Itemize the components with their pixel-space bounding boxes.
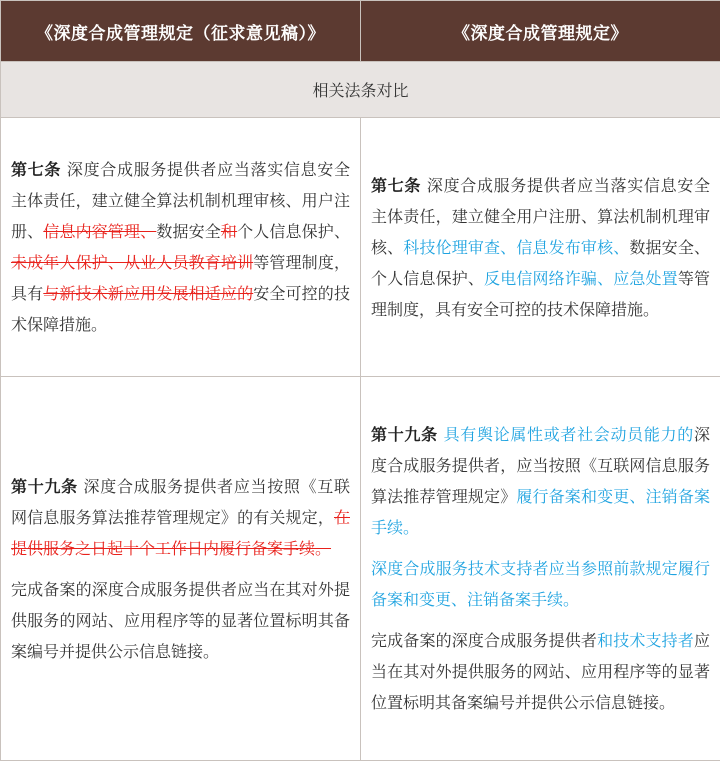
segments-container — [371, 631, 710, 712]
draft-article-19-para-1 — [11, 471, 350, 564]
deleted-text: 在提供服务之日起十个工作日内履行备案手续。 — [11, 508, 350, 558]
final-article-19-para-3 — [371, 625, 710, 718]
subheader-row — [1, 62, 720, 118]
draft-regulation-title: 《深度合成管理规定（征求意见稿）》 — [1, 1, 361, 62]
deleted-text: 未成年人保护、从业人员教育培训 — [11, 253, 253, 272]
draft-article-7-cell — [1, 118, 361, 377]
final-article-7-cell — [361, 118, 720, 377]
article-number: 第十九条 — [11, 477, 78, 496]
deleted-text: 和 — [221, 222, 237, 241]
section-subtitle: 相关法条对比 — [1, 62, 720, 118]
article-number: 第七条 — [371, 176, 421, 195]
article-number: 第十九条 — [371, 425, 438, 444]
clause-text: 数据安全、个人信息保护、 — [371, 238, 710, 288]
final-article-19-para-2 — [371, 553, 710, 615]
article-19-row — [1, 377, 720, 761]
added-text: 反电信网络诈骗、应急处置 — [484, 269, 678, 288]
article-7-row — [1, 118, 720, 377]
segments-container — [371, 176, 710, 319]
final-article-7-text — [371, 170, 710, 325]
added-text: 科技伦理审查、信息发布审核、 — [403, 238, 629, 257]
clause-text: 安全可控的技术保障措施。 — [11, 284, 350, 334]
final-regulation-title: 《深度合成管理规定》 — [361, 1, 720, 62]
clause-text: 深度合成服务提供者，应当按照《互联网信息服务算法推荐管理规定》 — [371, 425, 710, 506]
segments-container — [371, 559, 710, 609]
added-text: 具有舆论属性或者社会动员能力的 — [444, 425, 694, 444]
clause-text: 个人信息保护、 — [237, 222, 350, 241]
article-number: 第七条 — [11, 160, 61, 179]
final-article-19-para-1 — [371, 419, 710, 543]
clause-text: 完成备案的深度合成服务提供者 — [371, 631, 597, 650]
added-text: 履行备案和变更、注销备案手续。 — [371, 487, 710, 537]
clause-text: 等管理制度，具有 — [11, 253, 350, 303]
deleted-text: 信息内容管理、 — [43, 222, 156, 241]
segments-container — [11, 580, 350, 661]
clause-text: 深度合成服务提供者应当按照《互联网信息服务算法推荐管理规定》的有关规定， — [11, 477, 350, 527]
added-text: 深度合成服务技术支持者应当参照前款规定履行备案和变更、注销备案手续。 — [371, 559, 710, 609]
segments-container — [11, 160, 350, 334]
clause-text: 应当在其对外提供服务的网站、应用程序等的显著位置标明其备案编号并提供公示信息链接。 — [371, 631, 710, 712]
deleted-text: 与新技术新应用发展相适应的 — [43, 284, 253, 303]
draft-article-19-cell — [1, 377, 361, 761]
header-row — [1, 1, 720, 62]
clause-text: 数据安全 — [156, 222, 221, 241]
draft-article-19-para-2 — [11, 574, 350, 667]
added-text: 和技术支持者 — [597, 631, 694, 650]
draft-article-7-text — [11, 154, 350, 340]
final-article-19-cell — [361, 377, 720, 761]
clause-text: 深度合成服务提供者应当落实信息安全主体责任，建立健全用户注册、算法机制机理审核、 — [371, 176, 710, 257]
clause-text: 完成备案的深度合成服务提供者应当在其对外提供服务的网站、应用程序等的显著位置标明其备案编号并提供公示信息链接。 — [11, 580, 350, 661]
clause-text: 等管理制度，具有安全可控的技术保障措施。 — [371, 269, 710, 319]
clause-text: 深度合成服务提供者应当落实信息安全主体责任，建立健全算法机制机理审核、用户注册、 — [11, 160, 350, 241]
